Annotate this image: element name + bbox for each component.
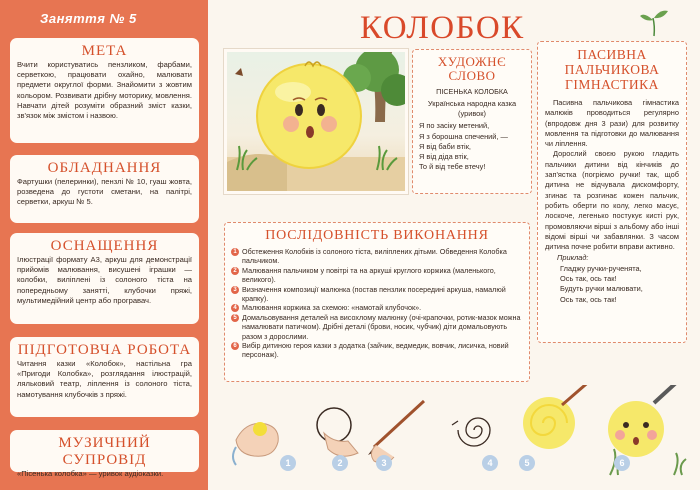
step-number: 2 (231, 267, 239, 275)
finger-gym-heading-line-1: ПАСИВНА (577, 47, 647, 62)
rhyme-line: Будуть ручки малювати, (560, 284, 643, 294)
song-source: Українська народна казка (427, 99, 517, 108)
song-line: Я з борошна спечений, — (419, 131, 508, 141)
goal-heading: МЕТА (81, 43, 128, 59)
left-sidebar (0, 0, 208, 490)
step-text: Визначення композиції малюнка (постав пензлик посередині аркуша, намалюй крапку). (242, 284, 506, 304)
finger-gym-box (537, 41, 687, 343)
step-item (231, 313, 523, 341)
art-word-heading-line-2: СЛОВО (448, 68, 496, 83)
song-excerpt: (уривок) (458, 109, 486, 119)
music-text: «Пісенька колобка» — уривок аудіоказки. (17, 469, 164, 478)
kolobok-illustration (224, 49, 408, 194)
equipment-text: Фартушки (пелеринки), пензлі № 10, гуаш жовта, розведена до густоти сметани, на палітрі, серветки, аркуш № 5. (17, 177, 192, 207)
song-line: Я по засіку метений, (419, 121, 490, 131)
page-title: КОЛОБОК (360, 10, 525, 46)
song-title: ПІСЕНЬКА КОЛОБКА (436, 87, 508, 96)
step-number: 6 (231, 342, 239, 350)
finger-gym-heading-line-3: ГІМНАСТИКА (565, 77, 659, 92)
sprout-icon (638, 6, 670, 38)
kolobok-scene (227, 52, 405, 191)
rhyme-line: Гладжу ручки-рученята, (560, 263, 642, 273)
song-line: То й від тебе втечу! (419, 162, 486, 172)
step-badge: 3 (376, 455, 392, 471)
steps-box (224, 222, 530, 382)
step-item (231, 285, 523, 304)
step-badge: 5 (519, 455, 535, 471)
step-text: Обстеження Колобків із солоного тіста, виліплених дітьми. Обведення Колобка пальчиком. (242, 247, 507, 266)
lesson-number: Заняття № 5 (40, 11, 137, 26)
music-heading: МУЗИЧНИЙ СУПРОВІД (58, 435, 151, 468)
step-text: Малювання коржика за схемою: «намотай клубочок». (242, 303, 422, 313)
equipment-heading: ОБЛАДНАННЯ (47, 160, 162, 176)
preparation-text: Читання казки «Колобок», настільна гра «Пригоди Колобка», розглядання ілюстрацій, ляльковий театр, ліплення із солоного тіста, намотування клубочків з пряжі. (17, 359, 192, 399)
step-item (231, 303, 523, 312)
preparation-card (10, 337, 199, 417)
step-item (231, 247, 523, 266)
art-word-heading (419, 55, 525, 83)
steps-heading: ПОСЛІДОВНІСТЬ ВИКОНАННЯ (265, 228, 489, 243)
materials-heading: ОСНАЩЕННЯ (50, 238, 159, 254)
step-number: 5 (231, 314, 239, 322)
rhyme-line: Ось так, ось так! (560, 274, 617, 284)
preparation-heading: ПІДГОТОВЧА РОБОТА (17, 342, 192, 358)
art-word-box (412, 49, 532, 194)
hand-icon (233, 422, 278, 465)
step-number: 3 (231, 286, 239, 294)
song-line: Я від діда втік, (419, 152, 469, 162)
rhyme-label: Приклад: (557, 253, 589, 263)
materials-card (10, 233, 199, 324)
step-text: Вибір дитиною героя казки з додатка (зайчик, ведмедик, вовчик, лисичка, новий персонаж). (242, 341, 509, 360)
equipment-card (10, 155, 199, 223)
song-line: Я від баби втік, (419, 141, 471, 151)
finger-gym-heading-line-2: ПАЛЬЧИКОВА (564, 62, 660, 77)
butterfly-icon (235, 68, 243, 76)
step-badge: 6 (614, 455, 630, 471)
step-item (231, 266, 523, 285)
finger-gym-heading (545, 47, 679, 92)
finger-gym-instructions: Дорослий своєю рукою гладить пальчики дитини від кінчиків до зап'ястка (погріємо ручки! так, щоб дитина не відчувала дискомфорту, згинає та розгинає кожен пальчик, робить оберти по колу, легко масує, лоскоче, легенько постукує кисті рук, промовляючи вірші з альбому або інші відомі вірші чи забавлянки. З часом дитина почне робити вправи активно. (545, 149, 679, 252)
drawing-sequence (224, 385, 694, 485)
materials-text: Ілюстрації формату А3, аркуш для демонстрації прийомів малювання, висушені іграшки — колобки, виліплені із солоного тіста на попередньому занятті, клубочки пряжі, мультимедійний центр або програвач. (17, 255, 192, 305)
finger-gym-intro: Пасивна пальчикова гімнастика малюків проводиться регулярно (впродовж дня 3 рази) для розвитку мовлення та підготовки до малювання чи ліплення. (545, 98, 679, 149)
finger-circle-icon (317, 408, 358, 456)
step-item (231, 341, 523, 360)
spiral-icon (452, 418, 490, 446)
step-badge: 2 (332, 455, 348, 471)
step-text: Домальовування деталей на висохлому малюнку (очі-крапочки, ротик-мазок можна намалювати патичком). Дрібні деталі (брови, носик, чубчик) діти домальовують разом з дорослими. (242, 312, 521, 341)
steps-list (231, 247, 523, 360)
brush-icon (368, 401, 424, 463)
art-word-heading-line-1: ХУДОЖНЄ (437, 54, 507, 69)
music-card (10, 430, 199, 478)
step-number: 1 (231, 248, 239, 256)
step-badge: 1 (280, 455, 296, 471)
yellow-circle-icon (523, 385, 592, 449)
goal-text: Вчити користуватись пензликом, фарбами, серветкою, працювати охайно, малювати предмети округлої форми. Знайомити з жовтим кольором. Розвивати дрібну моторику, мовлення. Навчати дітей розуміти образний зміст казки, зв'язок між змістом і назвою. (17, 60, 192, 121)
rhyme-line: Ось так, ось так! (560, 294, 617, 304)
step-badge: 4 (482, 455, 498, 471)
step-text: Малювання пальчиком у повітрі та на аркуші круглого коржика (маленького, великого). (242, 265, 496, 285)
goal-card (10, 38, 199, 143)
step-number: 4 (231, 304, 239, 312)
